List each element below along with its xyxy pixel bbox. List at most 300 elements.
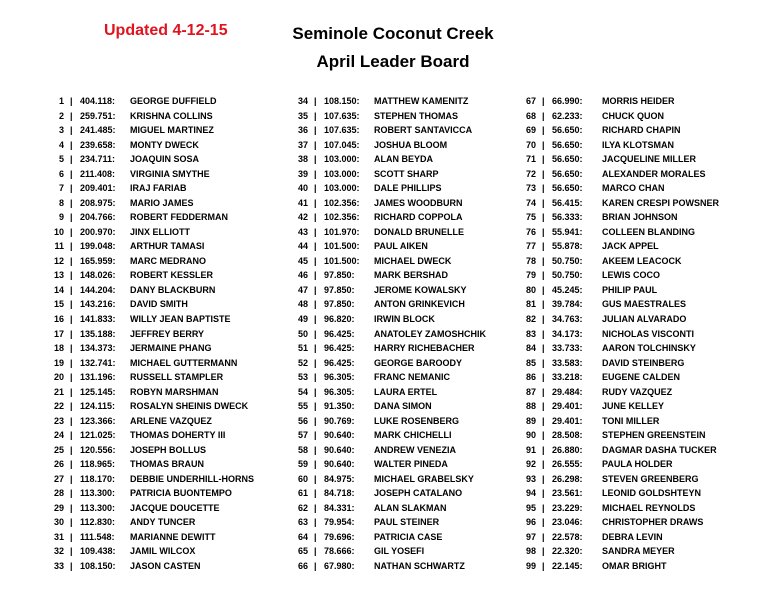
rank-cell: 23 bbox=[53, 415, 64, 426]
player-name: NICHOLAS VISCONTI bbox=[602, 328, 695, 339]
separator: | bbox=[70, 372, 73, 383]
separator: | bbox=[542, 270, 545, 281]
rank-cell: 9 bbox=[58, 212, 64, 223]
separator: | bbox=[70, 502, 73, 513]
score-cell: 22.145: bbox=[552, 561, 583, 571]
rank-cell: 71 bbox=[525, 154, 536, 165]
rank-cell: 86 bbox=[525, 372, 536, 383]
rank-cell: 61 bbox=[297, 488, 308, 499]
rank-cell: 29 bbox=[53, 502, 64, 513]
score-cell: 34.173: bbox=[552, 328, 583, 339]
separator: | bbox=[542, 299, 545, 310]
player-name: ARLENE VAZQUEZ bbox=[130, 415, 212, 426]
leaderboard-row bbox=[42, 385, 254, 400]
score-cell: 208.975: bbox=[80, 197, 116, 208]
separator: | bbox=[542, 183, 545, 194]
separator: | bbox=[542, 343, 545, 354]
separator: | bbox=[70, 401, 73, 412]
player-name: HARRY RICHEBACHER bbox=[374, 343, 475, 354]
leaderboard-row bbox=[42, 181, 254, 196]
leaderboard-row bbox=[498, 341, 719, 356]
score-cell: 101.500: bbox=[324, 241, 360, 252]
rank-cell: 92 bbox=[525, 459, 536, 470]
separator: | bbox=[542, 502, 545, 513]
player-name: JAMIL WILCOX bbox=[130, 546, 196, 557]
separator: | bbox=[314, 561, 317, 571]
leaderboard-row bbox=[270, 501, 486, 516]
score-cell: 113.300: bbox=[80, 502, 116, 513]
player-name: VIRGINIA SMYTHE bbox=[130, 168, 210, 179]
score-cell: 84.331: bbox=[324, 502, 355, 513]
rank-cell: 60 bbox=[297, 473, 308, 484]
leaderboard-row bbox=[498, 443, 719, 458]
score-cell: 125.145: bbox=[80, 386, 116, 397]
score-cell: 90.640: bbox=[324, 459, 355, 470]
score-cell: 62.233: bbox=[552, 110, 583, 121]
separator: | bbox=[314, 270, 317, 281]
score-cell: 96.425: bbox=[324, 343, 355, 354]
separator: | bbox=[542, 386, 545, 397]
player-name: JAMES WOODBURN bbox=[374, 197, 463, 208]
score-cell: 165.959: bbox=[80, 255, 116, 266]
player-name: ROSALYN SHEINIS DWECK bbox=[130, 401, 249, 412]
rank-cell: 68 bbox=[525, 110, 536, 121]
leaderboard-row bbox=[42, 327, 254, 342]
score-cell: 23.046: bbox=[552, 517, 583, 528]
score-cell: 66.990: bbox=[552, 96, 583, 106]
rank-cell: 18 bbox=[53, 343, 64, 354]
leaderboard-row bbox=[498, 210, 719, 225]
leaderboard-row bbox=[42, 167, 254, 182]
separator: | bbox=[314, 459, 317, 470]
rank-cell: 45 bbox=[297, 255, 308, 266]
separator: | bbox=[314, 154, 317, 165]
leaderboard-row bbox=[498, 544, 719, 559]
rank-cell: 46 bbox=[297, 270, 308, 281]
player-name: MICHAEL GUTTERMANN bbox=[130, 357, 238, 368]
leaderboard-row bbox=[498, 472, 719, 487]
rank-cell: 85 bbox=[525, 357, 536, 368]
player-name: DANA SIMON bbox=[374, 401, 432, 412]
rank-cell: 80 bbox=[525, 284, 536, 295]
leaderboard-row bbox=[498, 486, 719, 501]
leaderboard-row bbox=[270, 225, 486, 240]
leaderboard-row bbox=[498, 559, 719, 574]
player-name: BRIAN JOHNSON bbox=[602, 212, 678, 223]
rank-cell: 81 bbox=[525, 299, 536, 310]
leaderboard-row bbox=[42, 428, 254, 443]
score-cell: 91.350: bbox=[324, 401, 355, 412]
rank-cell: 75 bbox=[525, 212, 536, 223]
player-name: ALEXANDER MORALES bbox=[602, 168, 706, 179]
score-cell: 97.850: bbox=[324, 299, 355, 310]
score-cell: 96.425: bbox=[324, 357, 355, 368]
leaderboard-row bbox=[498, 196, 719, 211]
leaderboard-row bbox=[270, 196, 486, 211]
score-cell: 199.048: bbox=[80, 241, 116, 252]
separator: | bbox=[314, 313, 317, 324]
leaderboard-row bbox=[498, 268, 719, 283]
score-cell: 26.555: bbox=[552, 459, 583, 470]
leaderboard-row bbox=[498, 399, 719, 414]
player-name: JERMAINE PHANG bbox=[130, 343, 212, 354]
player-name: JACK APPEL bbox=[602, 241, 659, 252]
score-cell: 26.880: bbox=[552, 444, 583, 455]
score-cell: 112.830: bbox=[80, 517, 116, 528]
separator: | bbox=[70, 168, 73, 179]
rank-cell: 50 bbox=[297, 328, 308, 339]
player-name: SCOTT SHARP bbox=[374, 168, 439, 179]
player-name: LEWIS COCO bbox=[602, 270, 660, 281]
player-name: ANTON GRINKEVICH bbox=[374, 299, 465, 310]
rank-cell: 64 bbox=[297, 531, 308, 542]
score-cell: 56.650: bbox=[552, 154, 583, 165]
rank-cell: 87 bbox=[525, 386, 536, 397]
score-cell: 28.508: bbox=[552, 430, 583, 441]
separator: | bbox=[542, 517, 545, 528]
rank-cell: 54 bbox=[297, 386, 308, 397]
separator: | bbox=[70, 473, 73, 484]
rank-cell: 63 bbox=[297, 517, 308, 528]
player-name: DAVID SMITH bbox=[130, 299, 188, 310]
score-cell: 111.548: bbox=[80, 531, 115, 542]
rank-cell: 35 bbox=[297, 110, 308, 121]
leaderboard-row bbox=[270, 327, 486, 342]
separator: | bbox=[542, 168, 545, 179]
leaderboard-row bbox=[498, 515, 719, 530]
score-cell: 107.635: bbox=[324, 110, 360, 121]
separator: | bbox=[542, 241, 545, 252]
rank-cell: 28 bbox=[53, 488, 64, 499]
score-cell: 144.204: bbox=[80, 284, 116, 295]
player-name: KRISHNA COLLINS bbox=[130, 110, 213, 121]
separator: | bbox=[70, 488, 73, 499]
score-cell: 124.115: bbox=[80, 401, 116, 412]
page-subtitle: April Leader Board bbox=[316, 52, 470, 71]
rank-cell: 52 bbox=[297, 357, 308, 368]
leaderboard-row bbox=[42, 486, 254, 501]
score-cell: 96.820: bbox=[324, 313, 355, 324]
score-cell: 29.484: bbox=[552, 386, 583, 397]
leaderboard-row bbox=[498, 152, 719, 167]
score-cell: 23.229: bbox=[552, 502, 583, 513]
rank-cell: 96 bbox=[525, 517, 536, 528]
score-cell: 84.975: bbox=[324, 473, 355, 484]
player-name: MORRIS HEIDER bbox=[602, 96, 675, 106]
leaderboard-row bbox=[270, 457, 486, 472]
separator: | bbox=[314, 139, 317, 150]
score-cell: 118.170: bbox=[80, 473, 116, 484]
rank-cell: 32 bbox=[53, 546, 64, 557]
score-cell: 84.718: bbox=[324, 488, 355, 499]
leaderboard-row bbox=[42, 457, 254, 472]
rank-cell: 8 bbox=[58, 197, 64, 208]
separator: | bbox=[314, 488, 317, 499]
score-cell: 23.561: bbox=[552, 488, 583, 499]
leaderboard-row bbox=[498, 167, 719, 182]
separator: | bbox=[542, 372, 545, 383]
leaderboard-row bbox=[42, 283, 254, 298]
separator: | bbox=[314, 299, 317, 310]
separator: | bbox=[70, 343, 73, 354]
leaderboard-row bbox=[42, 123, 254, 138]
player-name: DANY BLACKBURN bbox=[130, 284, 216, 295]
separator: | bbox=[70, 125, 73, 136]
separator: | bbox=[314, 255, 317, 266]
score-cell: 56.650: bbox=[552, 139, 583, 150]
leaderboard-column-3 bbox=[498, 94, 719, 574]
leaderboard-row bbox=[498, 501, 719, 516]
player-name: CHUCK QUON bbox=[602, 110, 664, 121]
leaderboard-column-2 bbox=[270, 94, 486, 574]
player-name: PATRICIA CASE bbox=[374, 531, 443, 542]
separator: | bbox=[542, 488, 545, 499]
rank-cell: 76 bbox=[525, 226, 536, 237]
rank-cell: 43 bbox=[297, 226, 308, 237]
separator: | bbox=[314, 372, 317, 383]
player-name: MARIANNE DEWITT bbox=[130, 531, 216, 542]
score-cell: 29.401: bbox=[552, 401, 583, 412]
separator: | bbox=[542, 444, 545, 455]
leaderboard-row bbox=[270, 94, 486, 109]
player-name: RUDY VAZQUEZ bbox=[602, 386, 673, 397]
leaderboard-row bbox=[498, 109, 719, 124]
score-cell: 45.245: bbox=[552, 284, 583, 295]
player-name: JEROME KOWALSKY bbox=[374, 284, 467, 295]
rank-cell: 24 bbox=[53, 430, 64, 441]
separator: | bbox=[542, 255, 545, 266]
score-cell: 241.485: bbox=[80, 125, 116, 136]
rank-cell: 17 bbox=[53, 328, 64, 339]
rank-cell: 66 bbox=[297, 561, 308, 571]
player-name: LAURA ERTEL bbox=[374, 386, 438, 397]
rank-cell: 42 bbox=[297, 212, 308, 223]
leaderboard-row bbox=[42, 472, 254, 487]
separator: | bbox=[314, 531, 317, 542]
rank-cell: 88 bbox=[525, 401, 536, 412]
separator: | bbox=[542, 139, 545, 150]
rank-cell: 93 bbox=[525, 473, 536, 484]
score-cell: 102.356: bbox=[324, 197, 360, 208]
leaderboard-row bbox=[42, 356, 254, 371]
separator: | bbox=[70, 226, 73, 237]
player-name: JASON CASTEN bbox=[130, 561, 201, 571]
rank-cell: 2 bbox=[58, 110, 64, 121]
player-name: STEVEN GREENBERG bbox=[602, 473, 699, 484]
leaderboard-row bbox=[42, 268, 254, 283]
separator: | bbox=[314, 444, 317, 455]
score-cell: 96.425: bbox=[324, 328, 355, 339]
leaderboard-row bbox=[270, 138, 486, 153]
separator: | bbox=[314, 241, 317, 252]
player-name: GIL YOSEFI bbox=[374, 546, 425, 557]
separator: | bbox=[542, 473, 545, 484]
player-name: FRANC NEMANIC bbox=[374, 372, 450, 383]
player-name: DAGMAR DASHA TUCKER bbox=[602, 444, 717, 455]
score-cell: 33.218: bbox=[552, 372, 583, 383]
separator: | bbox=[70, 96, 73, 106]
leaderboard-row bbox=[498, 297, 719, 312]
leaderboard-row bbox=[498, 283, 719, 298]
separator: | bbox=[314, 415, 317, 426]
separator: | bbox=[70, 299, 73, 310]
player-name: IRAJ FARIAB bbox=[130, 183, 187, 194]
rank-cell: 27 bbox=[53, 473, 64, 484]
separator: | bbox=[314, 343, 317, 354]
player-name: WALTER PINEDA bbox=[374, 459, 448, 470]
rank-cell: 83 bbox=[525, 328, 536, 339]
score-cell: 90.769: bbox=[324, 415, 355, 426]
player-name: RICHARD COPPOLA bbox=[374, 212, 463, 223]
score-cell: 79.954: bbox=[324, 517, 355, 528]
player-name: DALE PHILLIPS bbox=[374, 183, 442, 194]
leaderboard-row bbox=[42, 254, 254, 269]
rank-cell: 14 bbox=[53, 284, 64, 295]
rank-cell: 10 bbox=[53, 226, 64, 237]
player-name: PAULA HOLDER bbox=[602, 459, 673, 470]
rank-cell: 79 bbox=[525, 270, 536, 281]
score-cell: 234.711: bbox=[80, 154, 116, 165]
score-cell: 55.878: bbox=[552, 241, 583, 252]
leaderboard-row bbox=[498, 385, 719, 400]
separator: | bbox=[314, 401, 317, 412]
player-name: JEFFREY BERRY bbox=[130, 328, 205, 339]
leaderboard-row bbox=[270, 428, 486, 443]
leaderboard-row bbox=[270, 515, 486, 530]
leaderboard-row bbox=[42, 399, 254, 414]
player-name: PAUL AIKEN bbox=[374, 241, 428, 252]
player-name: ROBERT KESSLER bbox=[130, 270, 214, 281]
player-name: LEONID GOLDSHTEYN bbox=[602, 488, 702, 499]
rank-cell: 31 bbox=[53, 531, 64, 542]
leaderboard-row bbox=[498, 530, 719, 545]
player-name: MICHAEL DWECK bbox=[374, 255, 452, 266]
score-cell: 50.750: bbox=[552, 270, 583, 281]
rank-cell: 15 bbox=[53, 299, 64, 310]
leaderboard-row bbox=[270, 283, 486, 298]
score-cell: 22.578: bbox=[552, 531, 583, 542]
player-name: JACQUE DOUCETTE bbox=[130, 502, 220, 513]
player-name: MARK BERSHAD bbox=[374, 270, 448, 281]
player-name: PATRICIA BUONTEMPO bbox=[130, 488, 232, 499]
score-cell: 103.000: bbox=[324, 183, 360, 194]
separator: | bbox=[314, 212, 317, 223]
score-cell: 56.333: bbox=[552, 212, 583, 223]
player-name: ANDREW VENEZIA bbox=[374, 444, 457, 455]
leaderboard-row bbox=[270, 123, 486, 138]
rank-cell: 48 bbox=[297, 299, 308, 310]
separator: | bbox=[542, 313, 545, 324]
rank-cell: 91 bbox=[525, 444, 536, 455]
leaderboard-row bbox=[42, 152, 254, 167]
separator: | bbox=[70, 255, 73, 266]
player-name: WILLY JEAN BAPTISTE bbox=[130, 313, 231, 324]
score-cell: 404.118: bbox=[80, 96, 116, 106]
separator: | bbox=[542, 357, 545, 368]
leaderboard-row bbox=[270, 472, 486, 487]
leaderboard-row bbox=[498, 356, 719, 371]
score-cell: 79.696: bbox=[324, 531, 355, 542]
separator: | bbox=[314, 328, 317, 339]
leaderboard-row bbox=[270, 109, 486, 124]
score-cell: 123.366: bbox=[80, 415, 116, 426]
leaderboard-row bbox=[498, 181, 719, 196]
leaderboard-row bbox=[270, 341, 486, 356]
leaderboard-row bbox=[270, 268, 486, 283]
score-cell: 34.763: bbox=[552, 313, 583, 324]
player-name: MARIO JAMES bbox=[130, 197, 194, 208]
rank-cell: 77 bbox=[525, 241, 536, 252]
score-cell: 113.300: bbox=[80, 488, 116, 499]
player-name: DEBRA LEVIN bbox=[602, 531, 663, 542]
score-cell: 56.650: bbox=[552, 183, 583, 194]
leaderboard-row bbox=[270, 414, 486, 429]
rank-cell: 49 bbox=[297, 313, 308, 324]
score-cell: 120.556: bbox=[80, 444, 116, 455]
leaderboard-row bbox=[498, 312, 719, 327]
rank-cell: 44 bbox=[297, 241, 308, 252]
separator: | bbox=[542, 546, 545, 557]
rank-cell: 56 bbox=[297, 415, 308, 426]
separator: | bbox=[70, 328, 73, 339]
rank-cell: 4 bbox=[58, 139, 64, 150]
leaderboard-row bbox=[498, 123, 719, 138]
separator: | bbox=[70, 154, 73, 165]
rank-cell: 82 bbox=[525, 313, 536, 324]
score-cell: 131.196: bbox=[80, 372, 116, 383]
separator: | bbox=[70, 459, 73, 470]
player-name: JUNE KELLEY bbox=[602, 401, 665, 412]
player-name: ARTHUR TAMASI bbox=[130, 241, 205, 252]
player-name: ROBYN MARSHMAN bbox=[130, 386, 219, 397]
score-cell: 101.970: bbox=[324, 226, 360, 237]
rank-cell: 95 bbox=[525, 502, 536, 513]
score-cell: 56.650: bbox=[552, 168, 583, 179]
player-name: AARON TOLCHINSKY bbox=[602, 343, 696, 354]
rank-cell: 21 bbox=[53, 386, 64, 397]
leaderboard-row bbox=[42, 414, 254, 429]
leaderboard-row bbox=[498, 327, 719, 342]
score-cell: 90.640: bbox=[324, 430, 355, 441]
leaderboard-row bbox=[270, 559, 486, 574]
separator: | bbox=[314, 168, 317, 179]
leaderboard-row bbox=[42, 501, 254, 516]
separator: | bbox=[70, 561, 73, 571]
score-cell: 55.941: bbox=[552, 226, 583, 237]
separator: | bbox=[314, 502, 317, 513]
leaderboard-row bbox=[498, 370, 719, 385]
player-name: JINX ELLIOTT bbox=[130, 226, 191, 237]
leaderboard-row bbox=[42, 370, 254, 385]
score-cell: 135.188: bbox=[80, 328, 116, 339]
score-cell: 209.401: bbox=[80, 183, 116, 194]
score-cell: 108.150: bbox=[80, 561, 116, 571]
rank-cell: 36 bbox=[297, 125, 308, 136]
separator: | bbox=[70, 531, 73, 542]
rank-cell: 53 bbox=[297, 372, 308, 383]
player-name: ALAN SLAKMAN bbox=[374, 502, 447, 513]
rank-cell: 40 bbox=[297, 183, 308, 194]
score-cell: 103.000: bbox=[324, 168, 360, 179]
score-cell: 204.766: bbox=[80, 212, 116, 223]
leaderboard-row bbox=[270, 385, 486, 400]
player-name: JACQUELINE MILLER bbox=[602, 154, 697, 165]
separator: | bbox=[542, 212, 545, 223]
player-name: JOSHUA BLOOM bbox=[374, 139, 448, 150]
player-name: CHRISTOPHER DRAWS bbox=[602, 517, 704, 528]
page-title: Seminole Coconut Creek bbox=[292, 24, 494, 43]
separator: | bbox=[314, 110, 317, 121]
